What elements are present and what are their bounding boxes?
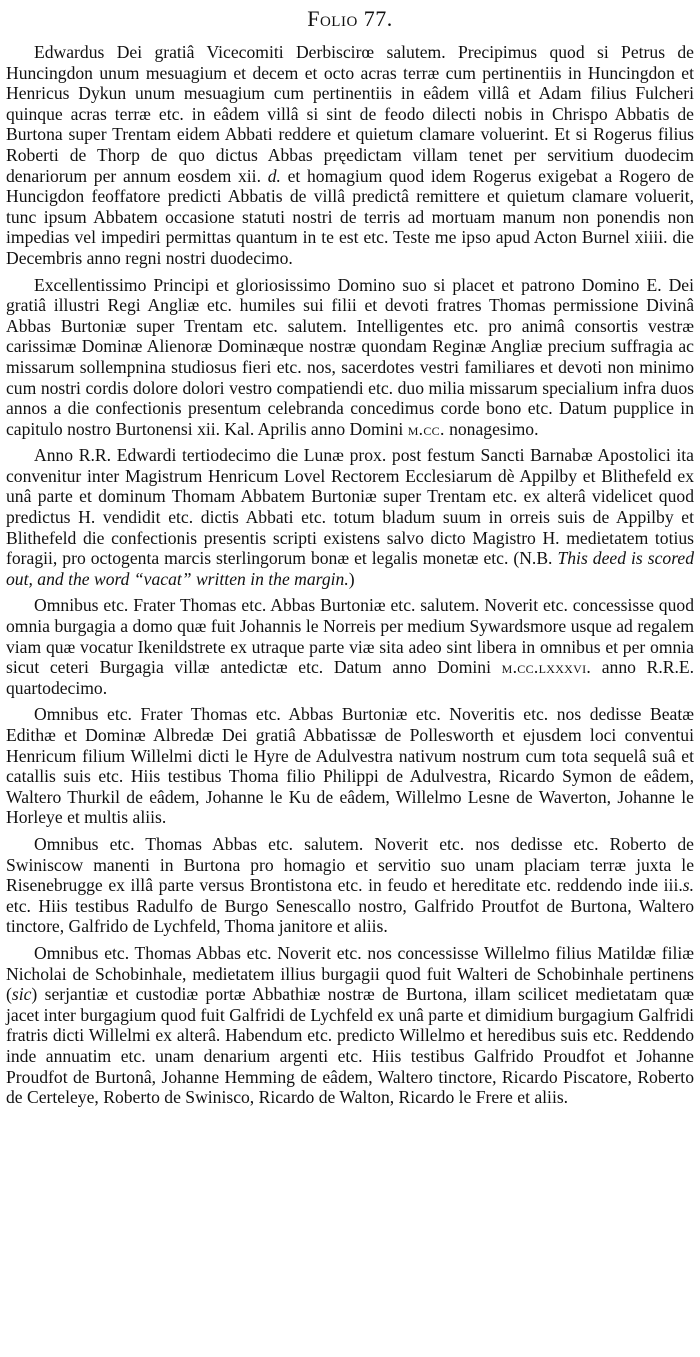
entry-abbrev-d: d. — [267, 165, 281, 186]
entry-text: Omnibus etc. Frater Thomas etc. Abbas Burtoniæ etc. Noveritis etc. nos dedisse Beatæ Edithæ et Dominæ Albredæ Dei gratiâ Abbatissæ de Pollesworth et ejusdem loci conventui Henricum filium Willelmi dicti le Hyre de Adulvestra nativum nostrum cum tota sequelâ suâ et catallis suis etc. Hiis testibus Thoma filio Philippi de Adulvestra, Ricardo Symon de eâdem, Waltero Thurkil de eâdem, Johanne le Ku de eâdem, Willelmo Lesne de Waverton, Johanne le Horleye et multis aliis. — [6, 704, 694, 828]
entry-abbrev-s: s. — [682, 875, 694, 896]
entry-text-cont: ) serjantiæ et custodiæ portæ Abbathiæ nostræ de Burtona, illam scilicet medietatam quæ jacet inter burgagium quod fuit Galfridi de Lychfeld ex unâ parte et dimidium burgagium Galfridi fratris dicti Willelmi ex alterâ. Habendum etc. predicto Willelmo et heredibus suis etc. Reddendo inde annuatim etc. unam denarium argenti etc. Hiis testibus Galfrido Proudfot et Johanne Proudfot de Burtonâ, Johanne Hemming de eâdem, Waltero tinctore, Ricardo Piscatore, Roberto de Certeleye, Roberto de Swinisco, Ricardo de Walton, Ricardo le Frere et aliis. — [6, 984, 694, 1108]
charter-entry-3 — [6, 445, 694, 589]
entry-text: Anno R.R. Edwardi tertiodecimo die Lunæ prox. post festum Sancti Barnabæ Apostolici ita convenitur inter Magistrum Henricum Lovel Rectorem Ecclesiarum dè Appilby et Blithefeld ex unâ parte et dominum Thomam Abbatem Burtoniæ super Trentam etc. ex alterâ videlicet quod predictus H. vendidit etc. dictis Abbati etc. totum bladum suum in orreis suis de Appilby et Blithefeld die confectionis presentis scripti existens salvo dicto Magistro H. medietatem totius foragii, pro octogenta marcis sterlingorum bonæ et legalis monetæ etc. (N.B. — [6, 445, 694, 569]
entry-sic: sic — [11, 984, 32, 1005]
charter-entry-5 — [6, 704, 694, 828]
entry-text-cont: anno R.R.E. quartodecimo. — [6, 657, 694, 698]
charter-entry-4 — [6, 595, 694, 698]
page — [6, 0, 694, 1114]
entry-text: Edwardus Dei gratiâ Vicecomiti Derbiscirœ salutem. Precipimus quod si Petrus de Huncingdon unum mesuagium et decem et octo acras terræ cum pertinentiis in Huncingdon et Henricus Dykun unum mesuagium cum pertinentiis in eâdem villâ et Adam filius Fulcheri quinque acras terræ etc. in eâdem villâ si sint de feodo dilecti nobis in Chrispo Abbatis de Burtona super Trentam eidem Abbati reddere et quietum clamare voluerint. Et si Rogerus filius Roberti de Thorp de quo dictus Abbas pręedictam villam tenet per servitium duodecim denariorum per annum eosdem xii. — [6, 42, 694, 186]
entry-text-cont: nonagesimo. — [444, 418, 539, 439]
entry-text: Omnibus etc. Frater Thomas etc. Abbas Burtoniæ etc. salutem. Noverit etc. concessisse quod omnia burgagia a domo quæ fuit Johannis le Norreis per medium Sywardsmore usque ad regalem viam quæ vocatur Ikenildstrete ex utraque parte viæ sita adeo sint libera in omnibus et per omnia sicut ceteri Burgagia villæ antedictæ etc. Datum anno Domini — [6, 595, 694, 678]
charter-entry-2 — [6, 275, 694, 440]
entry-text: Omnibus etc. Thomas Abbas etc. Noverit etc. nos concessisse Willelmo filius Matildæ filiæ Nicholai de Schobinhale, medietatem illius burgagii quod fuit Walteri de Schobinhale pertinens ( — [6, 942, 694, 1005]
entry-text-cont: ) — [348, 568, 355, 589]
entry-text: Omnibus etc. Thomas Abbas etc. salutem. Noverit etc. nos dedisse etc. Roberto de Swiniscow manenti in Burtona pro homagio et servitio suo unam placiam terræ juxta le Risenebrugge ex illâ parte versus Brontistona etc. in feudo et hereditate etc. reddendo inde iii. — [6, 833, 694, 896]
folio-heading: Folio 77. — [307, 6, 393, 31]
charter-entry-1 — [6, 42, 694, 269]
entry-text: Excellentissimo Principi et gloriosissimo Domino suo si placet et patrono Domino E. Dei gratiâ illustri Regi Angliæ etc. humiles sui filii et devoti fratres Thomas permissione Divinâ Abbas Burtoniæ super Trentam etc. salutem. Intelligentes etc. pro animâ consortis vestræ carissimæ Dominæ Alienoræ Dominæque nostræ quondam Reginæ Angliæ precium suffragia ac missarum sollempnina studiosus fieri etc. nos, sacerdotes vestri familiares et devoti non minimo cum nostri cordis dolore dolori vestro compatiendi etc. duo milia missarum specialium infra duos annos a die confectionis presentum celebranda concedimus corde bono etc. Datum pupplice in capitulo nostro Burtonensi xii. Kal. Aprilis anno Domini — [6, 274, 694, 439]
entry-date-numeral: m.cc.lxxxvi. — [501, 657, 592, 678]
entry-date-numeral: m.cc. — [407, 418, 445, 439]
editorial-note: This deed is scored out, and the word “vacat” written in the margin. — [6, 548, 694, 589]
charter-entry-6 — [6, 834, 694, 937]
charter-entry-7 — [6, 943, 694, 1108]
entry-text-cont: etc. Hiis testibus Radulfo de Burgo Senescallo nostro, Galfrido Proutfot de Burtona, Waltero tinctore, Galfrido de Lychfeld, Thoma janitore et aliis. — [6, 895, 694, 937]
entry-text-cont: et homagium quod idem Rogerus exigebat a Rogero de Huncigdon feoffatore predicti Abbatis de villâ predictâ remittere et quietum clamare voluerit, tunc ipsum Abbatem occasione statuti nostri de terris ad mortuam manum non ponendis non impedias vel impediri permittas quantum in te est etc. Teste me ipso apud Acton Burnel xiiii. die Decembris anno regni nostri duodecimo. — [6, 165, 694, 268]
